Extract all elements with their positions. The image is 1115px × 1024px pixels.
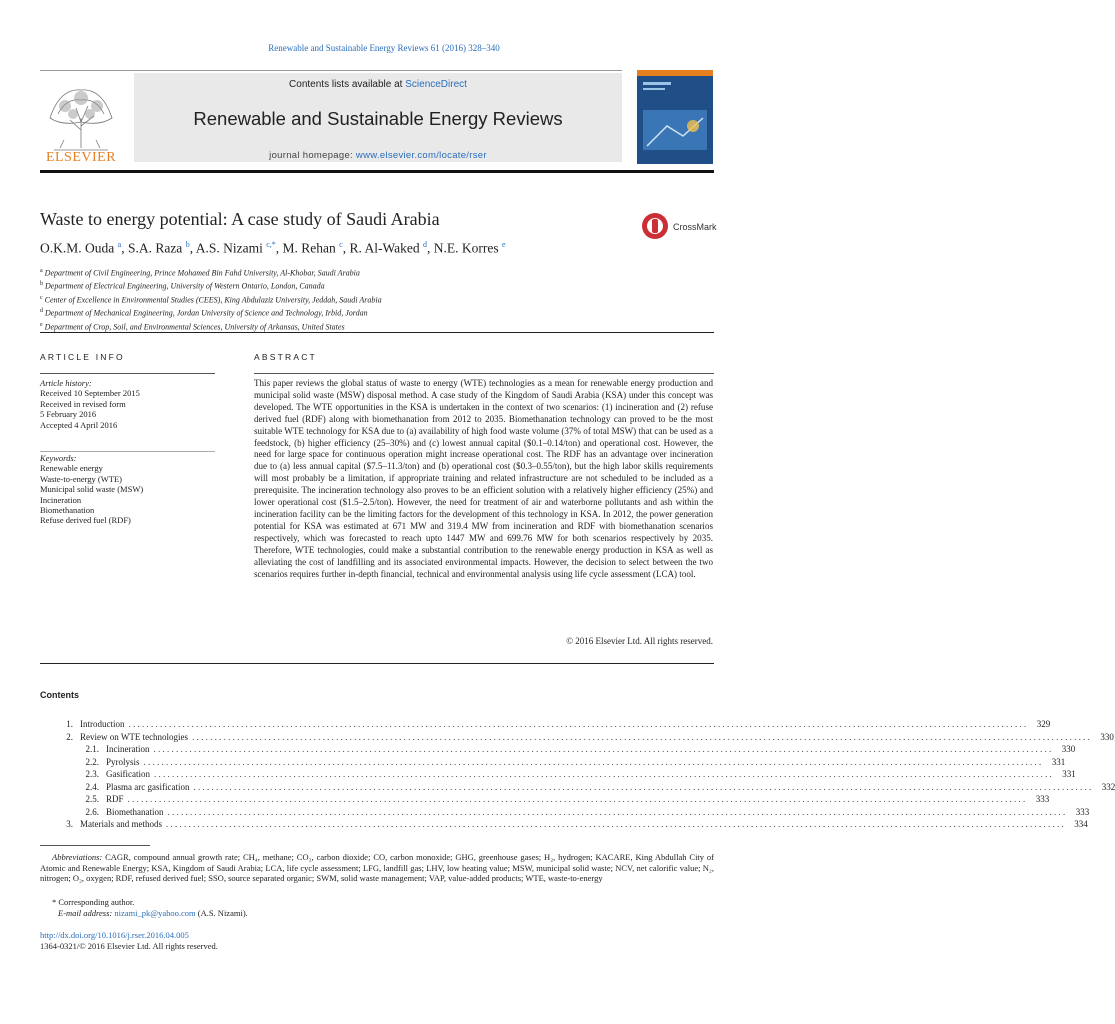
journal-cover-image xyxy=(637,70,713,164)
abstract-text: This paper reviews the global status of waste to energy (WTE) technologies as a mean for renewable energy production and municipal solid waste (MSW) disposal method. A case study of the Kingdom of Saudi Arabia (KSA) under this concept was developed. The WTE opportunities in the KSA is undertaken in the context of two scenarios: (1) incineration and (2) refuse derived fuel (RDF) along with biomethanation from 2012 to 2035. Biomethanation technology can proved to be the most suitable WTE technology for KSA due to (a) availability of high food waste volume (37% of total MSW) that can be used as a feedstock, (b) higher efficiency (25–30%) and (c) lowest annual capital ($0.1–0.14/ton) and operational cost. However, the need for large space for continuous operation might increase operational cost. The RDF has an advantage over incineration due to (a) less annual capital ($7.5–11.3/ton) and (b) operational cost ($0.3–0.55/ton), but the high labor skills requirements will most probably be a limitation, if appropriate training and related infrastructure are not scheduled to be included as a prerequisite. The incineration technology also proves to be an efficient solution with a relatively higher efficiency (25%) and lower operational cost ($1.5–2.5/ton). However, the need for treatment of air and waterborne pollutants and ash within the incineration facility can be the limiting factors for the development of this technology in KSA. In 2012, the power generation potential for KSA was estimated at 671 MW and 319.4 MW from incineration and RDF with biomethanation scenarios respectively, which was forecasted to reach upto 1447 MW and 699.76 MW for both scenarios respectively by 2035. Therefore, WTE technologies, could make a substantial contribution to the renewable energy production in KSA as well as alleviating the cost of landfilling and its associated environmental impacts. However, the decision to select between the two scenarios requires further in-depth financial, technical and environmental analysis using life cycle assessment (LCA) tool. xyxy=(254,378,713,579)
toc-leader-dots: . . . . . . . . . . . . . . . . . . . . . . . . . . . . . . . . . . . . . . . . . . . . . . . . . . . . . . . . . . . . . . . . . . . . . . . . . . . . . . . . . . . . . . . . . . . . . . . . . . . . . . . . . . . . . . . . . . . . . . . . . . . . . . . . . . . . . . . . . . . . . . . . . . . . . . . . . . . . . . . . . . . . . . . . . . . . . . . . . . . . . . . . . . . . . . . . . . . . . . . . xyxy=(192,731,1090,742)
contents-heading: Contents xyxy=(40,690,79,700)
author-separator: , xyxy=(275,240,283,256)
corresponding-author-note: * Corresponding author. xyxy=(52,897,135,907)
history-item: 5 February 2016 xyxy=(40,409,97,420)
history-item: Accepted 4 April 2016 xyxy=(40,419,118,430)
header-rule xyxy=(40,170,714,173)
toc-leader-dots: . . . . . . . . . . . . . . . . . . . . . . . . . . . . . . . . . . . . . . . . . . . . . . . . . . . . . . . . . . . . . . . . . . . . . . . . . . . . . . . . . . . . . . . . . . . . . . . . . . . . . . . . . . . . . . . . . . . . . . . . . . . . . . . . . . . . . . . . . . . . . . . . . . . . . . . . . . . . . . . . . . . . . . . . . . . . . . . . . . . . . . . . . . . . . . . . . . . . . . . . xyxy=(165,819,1064,829)
affiliation-marker: d xyxy=(40,308,43,315)
author-affiliation-marker[interactable]: e xyxy=(501,240,506,249)
author-name[interactable]: N.E. Korres xyxy=(433,240,499,256)
affiliation-text: Department of Electrical Engineering, University of Western Ontario, London, Canada xyxy=(45,282,325,292)
toc-row[interactable] xyxy=(40,718,1051,731)
toc-page-number: 331 xyxy=(1051,756,1066,767)
homepage-label: journal homepage: xyxy=(269,150,353,161)
article-title: Waste to energy potential: A case study of Saudi Arabia xyxy=(40,209,440,229)
email-link[interactable]: nizami_pk@yahoo.com xyxy=(114,908,196,918)
toc-page-number: 334 xyxy=(1074,819,1088,829)
affiliation-item xyxy=(40,266,382,279)
abstract-heading: ABSTRACT xyxy=(254,352,317,362)
toc-page-number: 330 xyxy=(1100,731,1114,742)
article-info-rule xyxy=(40,373,215,374)
toc-number: 1. xyxy=(66,719,73,729)
toc-page-number: 332 xyxy=(1101,781,1115,792)
elsevier-wordmark: ELSEVIER xyxy=(45,150,117,165)
toc-leader-dots: . . . . . . . . . . . . . . . . . . . . . . . . . . . . . . . . . . . . . . . . . . . . . . . . . . . . . . . . . . . . . . . . . . . . . . . . . . . . . . . . . . . . . . . . . . . . . . . . . . . . . . . . . . . . . . . . . . . . . . . . . . . . . . . . . . . . . . . . . . . . . . . . . . . . . . . . . . . . . . . . . . . . . . . . . . . . . . . . . . . . . . . . . . . . . . . . . . . . . . . . xyxy=(127,794,1026,804)
toc-title-link[interactable]: Introduction xyxy=(80,719,125,729)
author-separator: , xyxy=(426,240,434,256)
abbreviations-label: Abbreviations: xyxy=(52,852,103,862)
toc-leader-dots: . . . . . . . . . . . . . . . . . . . . . . . . . . . . . . . . . . . . . . . . . . . . . . . . . . . . . . . . . . . . . . . . . . . . . . . . . . . . . . . . . . . . . . . . . . . . . . . . . . . . . . . . . . . . . . . . . . . . . . . . . . . . . . . . . . . . . . . . . . . . . . . . . . . . . . . . . . . . . . . . . . . . . . . . . . . . . . . . . . . . . . . . . . . . . . . . . . . . . . . . xyxy=(143,756,1042,767)
journal-title: Renewable and Sustainable Energy Reviews xyxy=(193,108,563,129)
keyword: Biomethanation xyxy=(40,505,95,516)
toc-number: 2.3. xyxy=(85,769,99,779)
homepage-url-link[interactable]: www.elsevier.com/locate/rser xyxy=(355,150,487,161)
toc-title-link[interactable]: Plasma arc gasification xyxy=(106,781,190,792)
author-name[interactable]: O.K.M. Ouda xyxy=(40,240,115,256)
affiliation-text: Department of Civil Engineering, Prince Mohamed Bin Fahd University, Al-Khobar, Saudi Arabia xyxy=(44,268,360,278)
toc-number: 2.4. xyxy=(85,781,99,792)
keywords-label: Keywords: xyxy=(40,453,77,463)
toc-number: 2.6. xyxy=(85,806,99,817)
toc-row[interactable] xyxy=(40,768,1076,781)
author-affiliation-marker[interactable]: c xyxy=(339,240,343,249)
email-note xyxy=(58,908,248,919)
sciencedirect-link[interactable]: ScienceDirect xyxy=(405,79,467,90)
crossmark-badge[interactable] xyxy=(640,211,730,241)
toc-title-link[interactable]: Review on WTE technologies xyxy=(80,731,189,742)
keywords-rule xyxy=(40,451,215,452)
toc-page-number: 333 xyxy=(1035,794,1050,804)
affiliation-text: Department of Crop, Soil, and Environmental Sciences, University of Arkansas, United States xyxy=(44,322,345,332)
keyword: Incineration xyxy=(40,494,82,505)
toc-leader-dots: . . . . . . . . . . . . . . . . . . . . . . . . . . . . . . . . . . . . . . . . . . . . . . . . . . . . . . . . . . . . . . . . . . . . . . . . . . . . . . . . . . . . . . . . . . . . . . . . . . . . . . . . . . . . . . . . . . . . . . . . . . . . . . . . . . . . . . . . . . . . . . . . . . . . . . . . . . . . . . . . . . . . . . . . . . . . . . . . . . . . . . . . . . . . . . . . . . . . . . . . xyxy=(154,769,1052,779)
toc-title-link[interactable]: Incineration xyxy=(106,744,150,754)
toc-number: 2.5. xyxy=(85,794,99,804)
abbreviations-text: CAGR, compound annual growth rate; CH₄, methane; CO₂, carbon dioxide; CO, carbon monoxide; GHG, greenhouse gases; H₂, hydrogen; KACARE, King Abdullah City of Atomic and Renewable Energy; KSA, Kingdom of Saudi Arabia; LCA, life cycle assessment; LFG, landfill gas; LHV, low heating value; MSW, municipal solid waste; NCV, net calorific value; N₂, nitrogen; O₂, oxygen; RDF, refused derived fuel; SSO, source separated organic; SWM, solid waste management; VAP, value-added products; WTE, waste-to-energy xyxy=(40,852,715,884)
toc-leader-dots: . . . . . . . . . . . . . . . . . . . . . . . . . . . . . . . . . . . . . . . . . . . . . . . . . . . . . . . . . . . . . . . . . . . . . . . . . . . . . . . . . . . . . . . . . . . . . . . . . . . . . . . . . . . . . . . . . . . . . . . . . . . . . . . . . . . . . . . . . . . . . . . . . . . . . . . . . . . . . . . . . . . . . . . . . . . . . . . . . . . . . . . . . . . . . . . . . . . . . . . . xyxy=(153,744,1052,754)
abstract-copyright: © 2016 Elsevier Ltd. All rights reserved. xyxy=(566,636,713,646)
affiliation-marker: e xyxy=(40,321,43,328)
author-name[interactable]: M. Rehan xyxy=(282,240,336,256)
author-affiliation-marker[interactable]: c,* xyxy=(266,240,276,249)
contents-prefix: Contents lists available at xyxy=(289,79,403,90)
toc-row[interactable] xyxy=(40,793,1050,806)
contents-rule xyxy=(40,663,714,664)
affiliation-marker: b xyxy=(40,281,43,288)
toc-row[interactable] xyxy=(40,743,1076,756)
history-item: Received in revised form xyxy=(40,398,126,409)
toc-row[interactable] xyxy=(40,806,1090,819)
toc-leader-dots: . . . . . . . . . . . . . . . . . . . . . . . . . . . . . . . . . . . . . . . . . . . . . . . . . . . . . . . . . . . . . . . . . . . . . . . . . . . . . . . . . . . . . . . . . . . . . . . . . . . . . . . . . . . . . . . . . . . . . . . . . . . . . . . . . . . . . . . . . . . . . . . . . . . . . . . . . . . . . . . . . . . . . . . . . . . . . . . . . . . . . . . . . . . . . . . . . . . . . . . . xyxy=(128,719,1027,729)
author-separator: , xyxy=(121,240,128,256)
toc-number: 2.2. xyxy=(85,756,99,767)
journal-citation-link[interactable]: Renewable and Sustainable Energy Reviews 61 (2016) 328–340 xyxy=(268,43,500,53)
affiliation-text: Department of Mechanical Engineering, Jordan University of Science and Technology, Irbid, Jordan xyxy=(45,309,368,319)
toc-page-number: 330 xyxy=(1061,744,1076,754)
article-info-heading: ARTICLE INFO xyxy=(40,352,125,362)
toc-page-number: 333 xyxy=(1075,806,1090,817)
affiliation-marker: a xyxy=(40,268,43,274)
abbreviations-footnote xyxy=(40,852,714,884)
footnote-rule xyxy=(40,845,150,846)
toc-page-number: 329 xyxy=(1036,719,1051,729)
affiliation-item xyxy=(40,306,382,319)
author-affiliation-marker[interactable]: a xyxy=(117,240,122,249)
history-label: Article history: xyxy=(40,378,92,388)
article-history xyxy=(40,378,140,430)
toc-title-link[interactable]: Gasification xyxy=(106,769,150,779)
table-of-contents xyxy=(40,718,1115,831)
abstract-rule xyxy=(254,373,714,374)
toc-row[interactable] xyxy=(40,731,1114,744)
affiliation-item xyxy=(40,293,382,306)
journal-homepage-line xyxy=(134,150,622,161)
contents-available-line xyxy=(134,79,622,90)
author-list xyxy=(40,240,506,257)
toc-number: 2.1. xyxy=(85,744,99,754)
toc-title-link[interactable]: Biomethanation xyxy=(106,806,164,817)
toc-leader-dots: . . . . . . . . . . . . . . . . . . . . . . . . . . . . . . . . . . . . . . . . . . . . . . . . . . . . . . . . . . . . . . . . . . . . . . . . . . . . . . . . . . . . . . . . . . . . . . . . . . . . . . . . . . . . . . . . . . . . . . . . . . . . . . . . . . . . . . . . . . . . . . . . . . . . . . . . . . . . . . . . . . . . . . . . . . . . . . . . . . . . . . . . . . . . . . . . . . . . . . . . xyxy=(167,806,1066,817)
doi-link[interactable]: http://dx.doi.org/10.1016/j.rser.2016.04.005 xyxy=(40,930,189,940)
author-name[interactable]: R. Al-Waked xyxy=(349,240,420,256)
toc-number: 2. xyxy=(66,731,73,742)
affiliation-item xyxy=(40,279,382,292)
author-name[interactable]: S.A. Raza xyxy=(127,240,183,256)
section-rule xyxy=(40,332,714,333)
toc-title-link[interactable]: RDF xyxy=(106,794,124,804)
email-owner: (A.S. Nizami). xyxy=(197,908,248,918)
toc-page-number: 331 xyxy=(1062,769,1076,779)
keywords-block xyxy=(40,453,143,526)
author-affiliation-marker[interactable]: b xyxy=(185,240,190,249)
toc-title-link[interactable]: Materials and methods xyxy=(80,819,162,829)
keyword: Refuse derived fuel (RDF) xyxy=(40,515,131,526)
toc-row[interactable] xyxy=(40,818,1088,831)
issn-copyright: 1364-0321/© 2016 Elsevier Ltd. All rights reserved. xyxy=(40,941,218,951)
email-label: E-mail address: xyxy=(58,908,113,918)
affiliation-marker: c xyxy=(40,294,43,301)
author-affiliation-marker[interactable]: d xyxy=(422,240,427,249)
keyword: Municipal solid waste (MSW) xyxy=(40,484,144,495)
author-name[interactable]: A.S. Nizami xyxy=(195,240,263,256)
author-separator: , xyxy=(342,240,350,256)
keyword: Waste-to-energy (WTE) xyxy=(40,473,122,484)
keyword: Renewable energy xyxy=(40,463,103,474)
crossmark-label: CrossMark xyxy=(673,222,717,232)
toc-row[interactable] xyxy=(40,781,1115,794)
toc-number: 3. xyxy=(66,819,73,829)
affiliation-text: Center of Excellence in Environmental Studies (CEES), King Abdulaziz University, Jeddah, Saudi Arabia xyxy=(44,295,382,305)
toc-row[interactable] xyxy=(40,756,1066,769)
history-item: Received 10 September 2015 xyxy=(40,388,140,399)
affiliation-list xyxy=(40,266,382,333)
toc-leader-dots: . . . . . . . . . . . . . . . . . . . . . . . . . . . . . . . . . . . . . . . . . . . . . . . . . . . . . . . . . . . . . . . . . . . . . . . . . . . . . . . . . . . . . . . . . . . . . . . . . . . . . . . . . . . . . . . . . . . . . . . . . . . . . . . . . . . . . . . . . . . . . . . . . . . . . . . . . . . . . . . . . . . . . . . . . . . . . . . . . . . . . . . . . . . . . . . . . . . . . . . . xyxy=(193,781,1092,792)
author-separator: , xyxy=(189,240,196,256)
toc-title-link[interactable]: Pyrolysis xyxy=(106,756,140,767)
